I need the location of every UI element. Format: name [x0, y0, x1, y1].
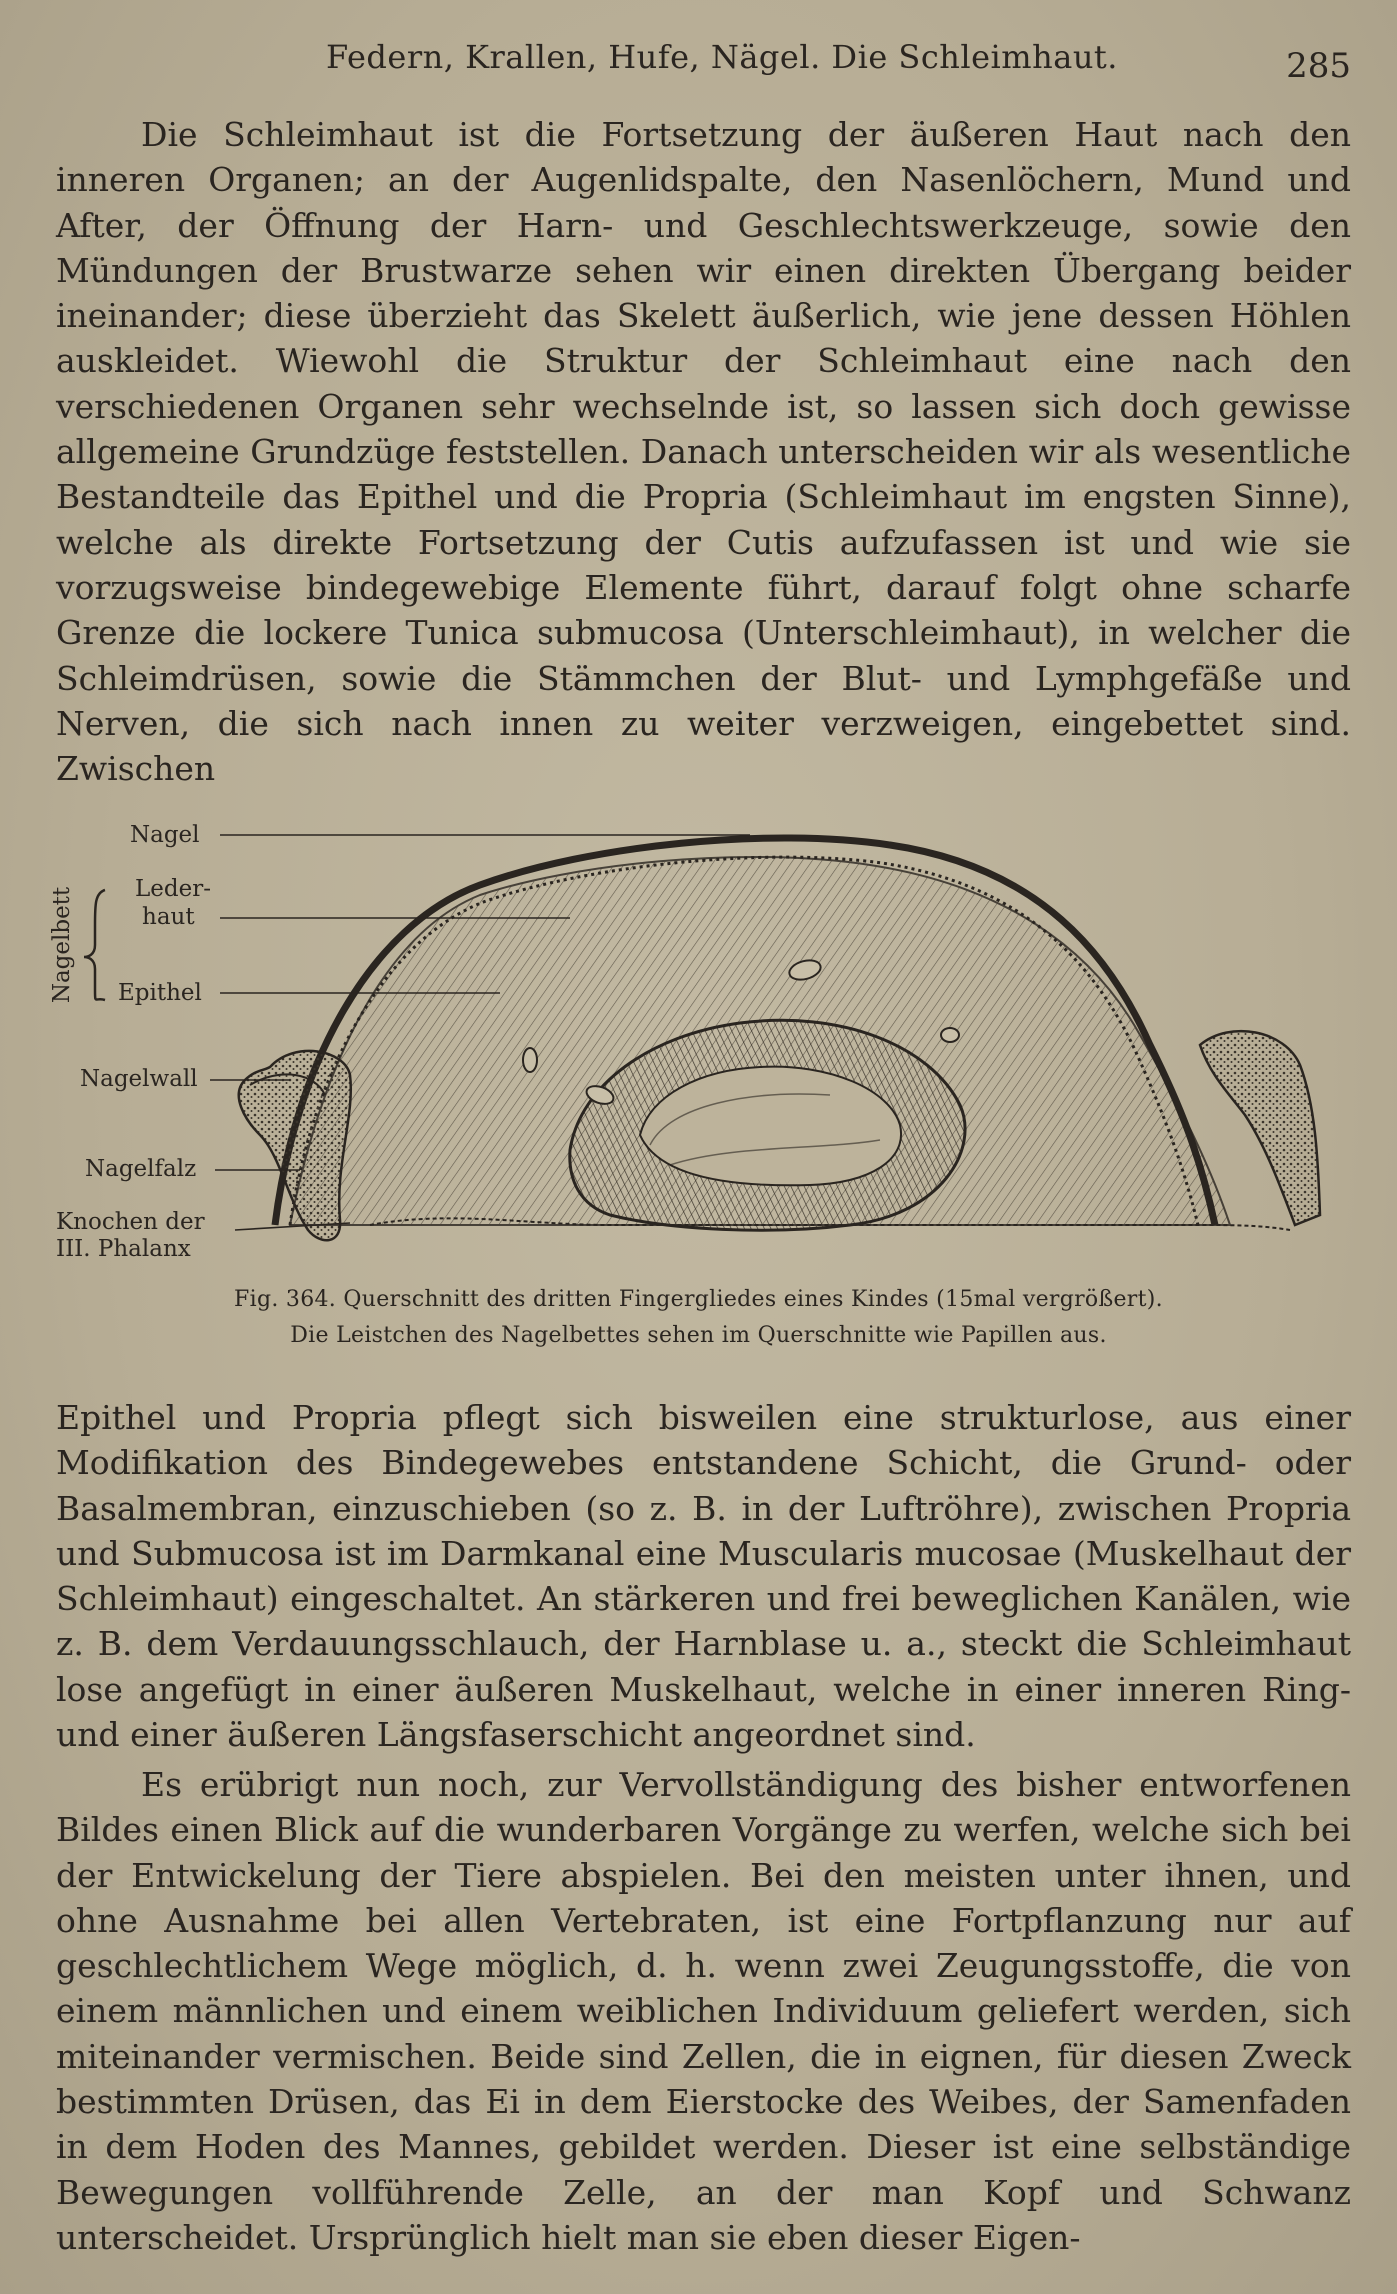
paragraph-2: Epithel und Propria pflegt sich bisweilen eine strukturlose, aus einer Modifikation des Bindegewebes entstandene Schicht, die Grund- oder Basalmembran, einzuschieben (so z. B. in der Luftröhre), zwischen Propria und Submucosa ist im Darmkanal eine Muscularis mucosae (Muskelhaut der Schleimhaut) eingeschaltet. An stärkeren und frei beweglichen Kanälen, wie z. B. dem Verdauungsschlauch, der Harnblase u. a., steckt die Schleimhaut lose angefügt in einer äußeren Muskelhaut, welche in einer inneren Ring- und einer äußeren Längsfaserschicht angeordnet sind. — [56, 1398, 1351, 1755]
caption-line-2: Die Leistchen des Nagelbettes sehen im Querschnitte wie Papillen aus. — [290, 1323, 1107, 1348]
label-knochen-1: Knochen der — [56, 1209, 205, 1235]
label-lederhaut-2: haut — [142, 904, 195, 930]
label-nagelfalz: Nagelfalz — [85, 1156, 197, 1182]
label-epithel: Epithel — [118, 980, 202, 1006]
paragraph-1: Die Schleimhaut ist die Fortsetzung der äußeren Haut nach den inneren Organen; an der Augenlidspalte, den Nasenlöchern, Mund und After, der Öffnung der Harn- und Geschlechtswerkzeuge, sowie den Mündungen der Brustwarze sehen wir einen direkten Übergang beider ineinander; diese überzieht das Skelett äußerlich, wie jene dessen Höhlen auskleidet. Wiewohl die Struktur der Schleimhaut eine nach den verschiedenen Organen sehr wechselnde ist, so lassen sich doch gewisse allgemeine Grundzüge feststellen. Danach unterscheiden wir als wesentliche Bestandteile das Epithel und die Propria (Schleimhaut im engsten Sinne), welche als direkte Fortsetzung der Cutis aufzufassen ist und wie sie vorzugsweise bindegewebige Elemente führt, darauf folgt ohne scharfe Grenze die lockere Tunica submucosa (Unterschleimhaut), in welcher die Schleimdrüsen, sowie die Stämmchen der Blut- und Lymphgefäße und Nerven, die sich nach innen zu weiter verzweigen, eingebettet sind. Zwischen — [56, 115, 1351, 789]
label-nagelbett: Nagelbett — [49, 886, 76, 1004]
label-nagelwall: Nagelwall — [80, 1066, 198, 1092]
page-header — [56, 38, 1351, 88]
paragraph-3: Es erübrigt nun noch, zur Vervollständigung des bisher entworfenen Bildes einen Blick auf die wunderbaren Vorgänge zu werfen, welche sich bei der Entwickelung der Tiere abspielen. Bei den meisten unter ihnen, und ohne Ausnahme bei allen Vertebraten, ist eine Fortpflanzung nur auf geschlechtlichem Wege möglich, d. h. wenn zwei Zeugungsstoffe, die von einem männlichen und einem weiblichen Individuum geliefert werden, sich miteinander vermischen. Beide sind Zellen, die in eignen, für diesen Zweck bestimmten Drüsen, das Ei in dem Eierstocke des Weibes, der Samenfaden in dem Hoden des Mannes, gebildet werden. Dieser ist eine selbständige Bewegungen vollführende Zelle, an der man Kopf und Schwanz unterscheidet. Ursprünglich hielt man sie eben dieser Eigen- — [56, 1765, 1351, 2257]
figure-fingertip-cross-section — [50, 805, 1350, 1285]
page-number: 285 — [1286, 46, 1351, 86]
label-nagel: Nagel — [130, 822, 200, 848]
running-title: Federn, Krallen, Hufe, Nägel. Die Schleimhaut. — [326, 38, 1118, 76]
figure-caption — [60, 1282, 1337, 1354]
label-lederhaut-1: Leder- — [135, 876, 211, 902]
label-knochen-2: III. Phalanx — [56, 1236, 191, 1262]
fingertip-cross-section-drawing — [50, 805, 1350, 1285]
caption-line-1: Fig. 364. Querschnitt des dritten Fingergliedes eines Kindes (15mal vergrößert). — [234, 1287, 1163, 1312]
